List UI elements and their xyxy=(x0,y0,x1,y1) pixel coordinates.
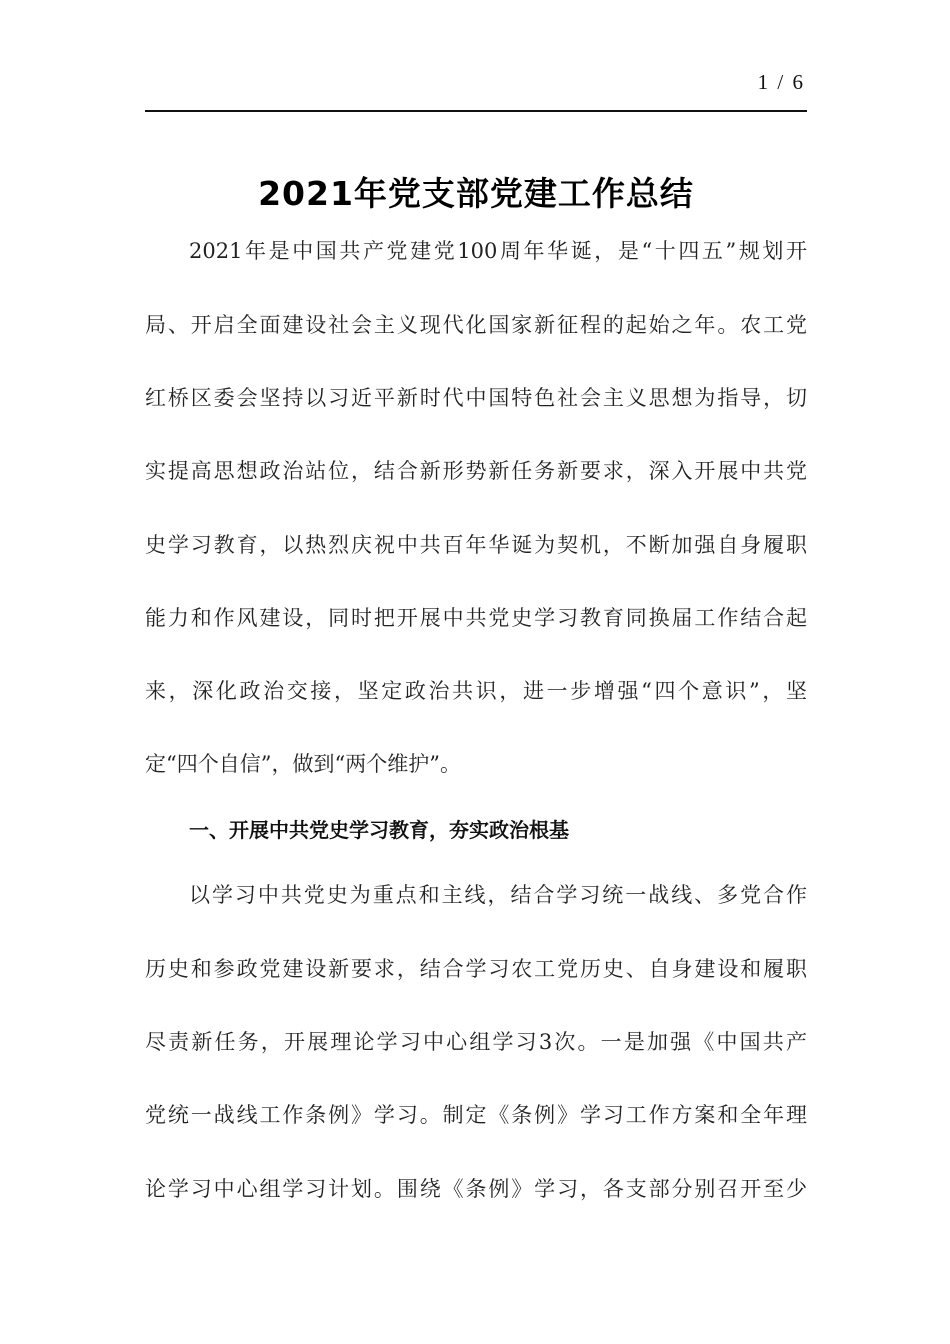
paragraph-line: 史学习教育，以热烈庆祝中共百年华诞为契机，不断加强自身履职 xyxy=(145,533,807,557)
section-heading: 一、开展中共党史学习教育，夯实政治根基 xyxy=(189,818,569,842)
paragraph-line: 定“四个自信”，做到“两个维护”。 xyxy=(145,752,461,776)
paragraph-line: 红桥区委会坚持以习近平新时代中国特色社会主义思想为指导，切 xyxy=(145,386,807,410)
document-title: 2021年党支部党建工作总结 xyxy=(258,174,694,213)
paragraph-line: 党统一战线工作条例》学习。制定《条例》学习工作方案和全年理 xyxy=(145,1103,807,1127)
paragraph-line: 实提高思想政治站位，结合新形势新任务新要求，深入开展中共党 xyxy=(145,459,807,483)
paragraph-line: 以学习中共党史为重点和主线，结合学习统一战线、多党合作 xyxy=(189,883,807,907)
paragraph-line: 局、开启全面建设社会主义现代化国家新征程的起始之年。农工党 xyxy=(145,313,807,337)
paragraph-line: 尽责新任务，开展理论学习中心组学习3次。一是加强《中国共产 xyxy=(145,1030,807,1054)
page-number: 1 / 6 xyxy=(757,70,805,94)
paragraph-line: 能力和作风建设，同时把开展中共党史学习教育同换届工作结合起 xyxy=(145,606,807,630)
paragraph-line: 来，深化政治交接，坚定政治共识，进一步增强“四个意识”，坚 xyxy=(145,679,807,703)
paragraph-line: 论学习中心组学习计划。围绕《条例》学习，各支部分别召开至少 xyxy=(145,1177,807,1201)
paragraph-line: 历史和参政党建设新要求，结合学习农工党历史、自身建设和履职 xyxy=(145,957,807,981)
paragraph-line: 2021年是中国共产党建党100周年华诞，是“十四五”规划开 xyxy=(189,239,807,263)
header-divider xyxy=(145,110,807,112)
